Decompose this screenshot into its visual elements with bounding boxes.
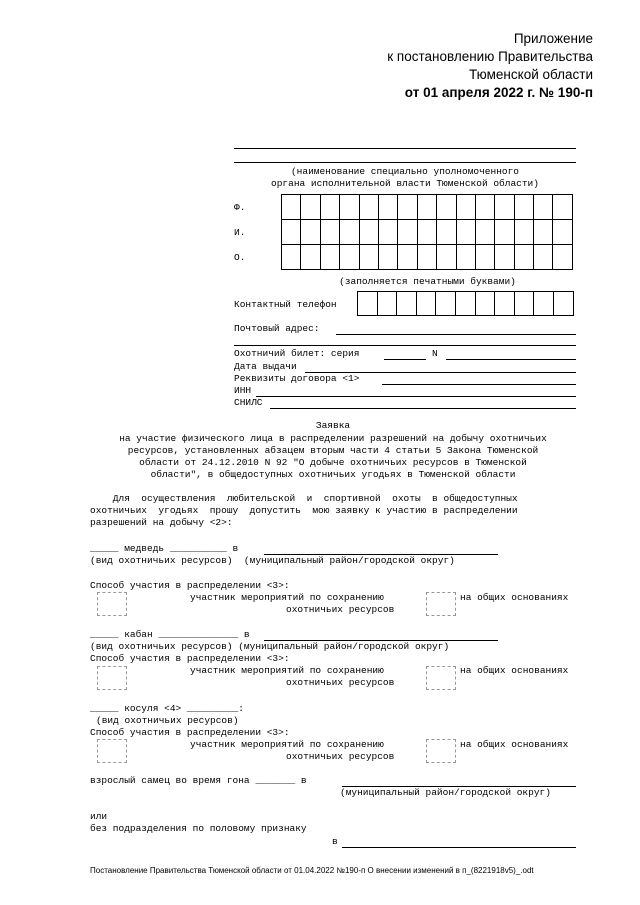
bear-general-checkbox[interactable] — [426, 592, 456, 616]
fio-letter-cell[interactable] — [417, 194, 437, 220]
no-sex-district-line[interactable] — [342, 847, 576, 848]
bear-row[interactable]: _____ медведь __________ в — [90, 543, 239, 554]
fio-letter-cell[interactable] — [494, 194, 514, 220]
bear-caption: (вид охотничьих ресурсов) (муниципальный район/городской округ) — [90, 555, 455, 566]
intro-line-2: охотничьих угодьях прошу допустить мою заявку к участию в распределении — [90, 505, 518, 516]
header-line-2: к постановлению Правительства — [387, 49, 593, 64]
fio-letter-cell[interactable] — [281, 219, 301, 245]
ticket-number-label: N — [432, 348, 438, 359]
address-line-2[interactable] — [234, 345, 576, 346]
roe-row[interactable]: _____ косуля <4> _________: — [90, 703, 244, 714]
phone-digit-cell[interactable] — [475, 291, 496, 316]
or-label: или — [90, 811, 108, 822]
snils-label: СНИЛС — [234, 397, 263, 408]
ticket-series-line[interactable] — [384, 359, 426, 360]
fio-letter-cell[interactable] — [320, 194, 340, 220]
fio-letter-cell[interactable] — [397, 219, 417, 245]
fio-letter-cell[interactable] — [281, 244, 301, 270]
phone-digit-grid[interactable] — [358, 292, 574, 316]
roe-participant-line-2: охотничьих ресурсов — [286, 751, 395, 762]
roe-general-checkbox[interactable] — [426, 739, 456, 763]
fio-letter-cell[interactable] — [300, 194, 320, 220]
label-f: Ф. — [234, 202, 246, 213]
bear-method-label: Способ участия в распределении <3>: — [90, 580, 290, 591]
fio-letter-cell[interactable] — [494, 219, 514, 245]
header-line-4: от 01 апреля 2022 г. № 190-п — [404, 85, 593, 100]
fio-letter-cell[interactable] — [436, 194, 456, 220]
authority-caption-1: (наименование специально уполномоченного — [290, 166, 520, 177]
boar-row[interactable]: _____ кабан ______________ в — [90, 629, 250, 640]
fio-letter-cell[interactable] — [417, 244, 437, 270]
boar-general-label: на общих основаниях — [460, 665, 569, 676]
ticket-number-line[interactable] — [446, 359, 576, 360]
bear-participant-checkbox[interactable] — [97, 592, 127, 616]
adult-male-caption: (муниципальный район/городской округ) — [340, 787, 551, 798]
phone-digit-cell[interactable] — [396, 291, 417, 316]
fio-letter-cell[interactable] — [300, 244, 320, 270]
label-o: О. — [234, 252, 246, 263]
fio-letter-cell[interactable] — [552, 244, 572, 270]
fio-letter-cell[interactable] — [397, 194, 417, 220]
fio-letter-grid[interactable] — [282, 195, 573, 270]
fio-letter-cell[interactable] — [494, 244, 514, 270]
title-word: Заявка — [315, 420, 351, 431]
fio-letter-cell[interactable] — [456, 244, 476, 270]
boar-participant-checkbox[interactable] — [97, 666, 127, 690]
contract-line[interactable] — [382, 384, 576, 385]
fio-letter-cell[interactable] — [359, 194, 379, 220]
phone-digit-cell[interactable] — [494, 291, 515, 316]
phone-digit-cell[interactable] — [455, 291, 476, 316]
inn-label: ИНН — [234, 385, 252, 396]
fio-letter-cell[interactable] — [436, 244, 456, 270]
phone-label: Контактный телефон — [234, 299, 337, 310]
fio-letter-cell[interactable] — [417, 219, 437, 245]
phone-digit-cell[interactable] — [377, 291, 398, 316]
roe-general-label: на общих основаниях — [460, 739, 569, 750]
authority-line-1[interactable] — [234, 148, 576, 149]
fio-letter-cell[interactable] — [456, 194, 476, 220]
bear-participant-line-1: участник мероприятий по сохранению — [190, 592, 384, 603]
authority-caption-2: органа исполнительной власти Тюменской области) — [271, 178, 539, 189]
address-label: Почтовый адрес: — [234, 323, 320, 334]
fio-letter-cell[interactable] — [359, 219, 379, 245]
fio-letter-cell[interactable] — [514, 219, 534, 245]
phone-digit-cell[interactable] — [553, 291, 574, 316]
phone-digit-cell[interactable] — [533, 291, 554, 316]
header-line-3: Тюменской области — [469, 67, 593, 82]
label-i: И. — [234, 227, 246, 238]
roe-participant-line-1: участник мероприятий по сохранению — [190, 739, 384, 750]
fio-letter-cell[interactable] — [320, 244, 340, 270]
fio-letter-cell[interactable] — [339, 244, 359, 270]
fio-letter-cell[interactable] — [456, 219, 476, 245]
phone-digit-cell[interactable] — [435, 291, 456, 316]
phone-digit-cell[interactable] — [514, 291, 535, 316]
contract-label: Реквизиты договора <1> — [234, 373, 360, 384]
fio-letter-cell[interactable] — [552, 219, 572, 245]
fio-letter-cell[interactable] — [533, 244, 553, 270]
issue-date-label: Дата выдачи — [234, 361, 297, 372]
fio-letter-cell[interactable] — [320, 219, 340, 245]
fio-letter-cell[interactable] — [533, 194, 553, 220]
fio-caption: (заполняется печатными буквами) — [339, 276, 516, 287]
phone-digit-cell[interactable] — [357, 291, 378, 316]
fio-letter-cell[interactable] — [533, 219, 553, 245]
boar-caption: (вид охотничьих ресурсов) (муниципальный район/городской округ) — [90, 641, 450, 652]
fio-letter-cell[interactable] — [552, 194, 572, 220]
fio-letter-cell[interactable] — [378, 244, 398, 270]
inn-line[interactable] — [256, 396, 576, 397]
boar-general-checkbox[interactable] — [426, 666, 456, 690]
authority-line-2[interactable] — [234, 162, 576, 163]
header-line-1: Приложение — [513, 31, 593, 46]
fio-letter-cell[interactable] — [378, 219, 398, 245]
intro-line-3: разрешений на добычу <2>: — [90, 517, 233, 528]
snils-line[interactable] — [270, 408, 576, 409]
roe-participant-checkbox[interactable] — [97, 739, 127, 763]
intro-line-1: Для осуществления любительской и спортивной охоты в общедоступных — [90, 493, 518, 504]
fio-letter-cell[interactable] — [339, 219, 359, 245]
boar-method-label: Способ участия в распределении <3>: — [90, 653, 290, 664]
fio-letter-cell[interactable] — [397, 244, 417, 270]
fio-letter-cell[interactable] — [514, 194, 534, 220]
ticket-label: Охотничий билет: серия — [234, 348, 360, 359]
boar-participant-line-2: охотничьих ресурсов — [286, 677, 395, 688]
title-line-1: на участие физического лица в распределении разрешений на добычу охотничьих — [119, 433, 547, 444]
adult-male-row[interactable]: взрослый самец во время гона _______ в — [90, 775, 307, 786]
fio-letter-cell[interactable] — [359, 244, 379, 270]
title-line-4: области", в общедоступных охотничьих угодьях в Тюменской области — [150, 469, 516, 480]
roe-caption: (вид охотничьих ресурсов) — [96, 715, 239, 726]
fio-letter-cell[interactable] — [475, 194, 495, 220]
fio-letter-cell[interactable] — [378, 194, 398, 220]
bear-general-label: на общих основаниях — [460, 592, 569, 603]
no-sex-label: без подразделения по половому признаку — [90, 823, 307, 834]
phone-digit-cell[interactable] — [416, 291, 437, 316]
bear-participant-line-2: охотничьих ресурсов — [286, 604, 395, 615]
title-line-3: области от 24.12.2010 N 92 "О добыче охотничьих ресурсов в Тюменской — [139, 457, 527, 468]
fio-letter-cell[interactable] — [281, 194, 301, 220]
document-footer: Постановление Правительства Тюменской области от 01.04.2022 №190-п О внесении изменений в п_(8221918v5)_.odt — [90, 866, 534, 875]
appendix-header — [387, 30, 593, 102]
fio-letter-cell[interactable] — [475, 219, 495, 245]
fio-letter-cell[interactable] — [475, 244, 495, 270]
fio-letter-cell[interactable] — [339, 194, 359, 220]
title-line-2: ресурсов, установленных абзацем вторым части 4 статьи 5 Закона Тюменской — [127, 445, 539, 456]
fio-letter-cell[interactable] — [300, 219, 320, 245]
fio-letter-cell[interactable] — [514, 244, 534, 270]
fio-letter-cell[interactable] — [436, 219, 456, 245]
address-line-1[interactable] — [336, 334, 576, 335]
boar-participant-line-1: участник мероприятий по сохранению — [190, 665, 384, 676]
no-sex-v-label: в — [332, 836, 338, 847]
roe-method-label: Способ участия в распределении <3>: — [90, 727, 290, 738]
